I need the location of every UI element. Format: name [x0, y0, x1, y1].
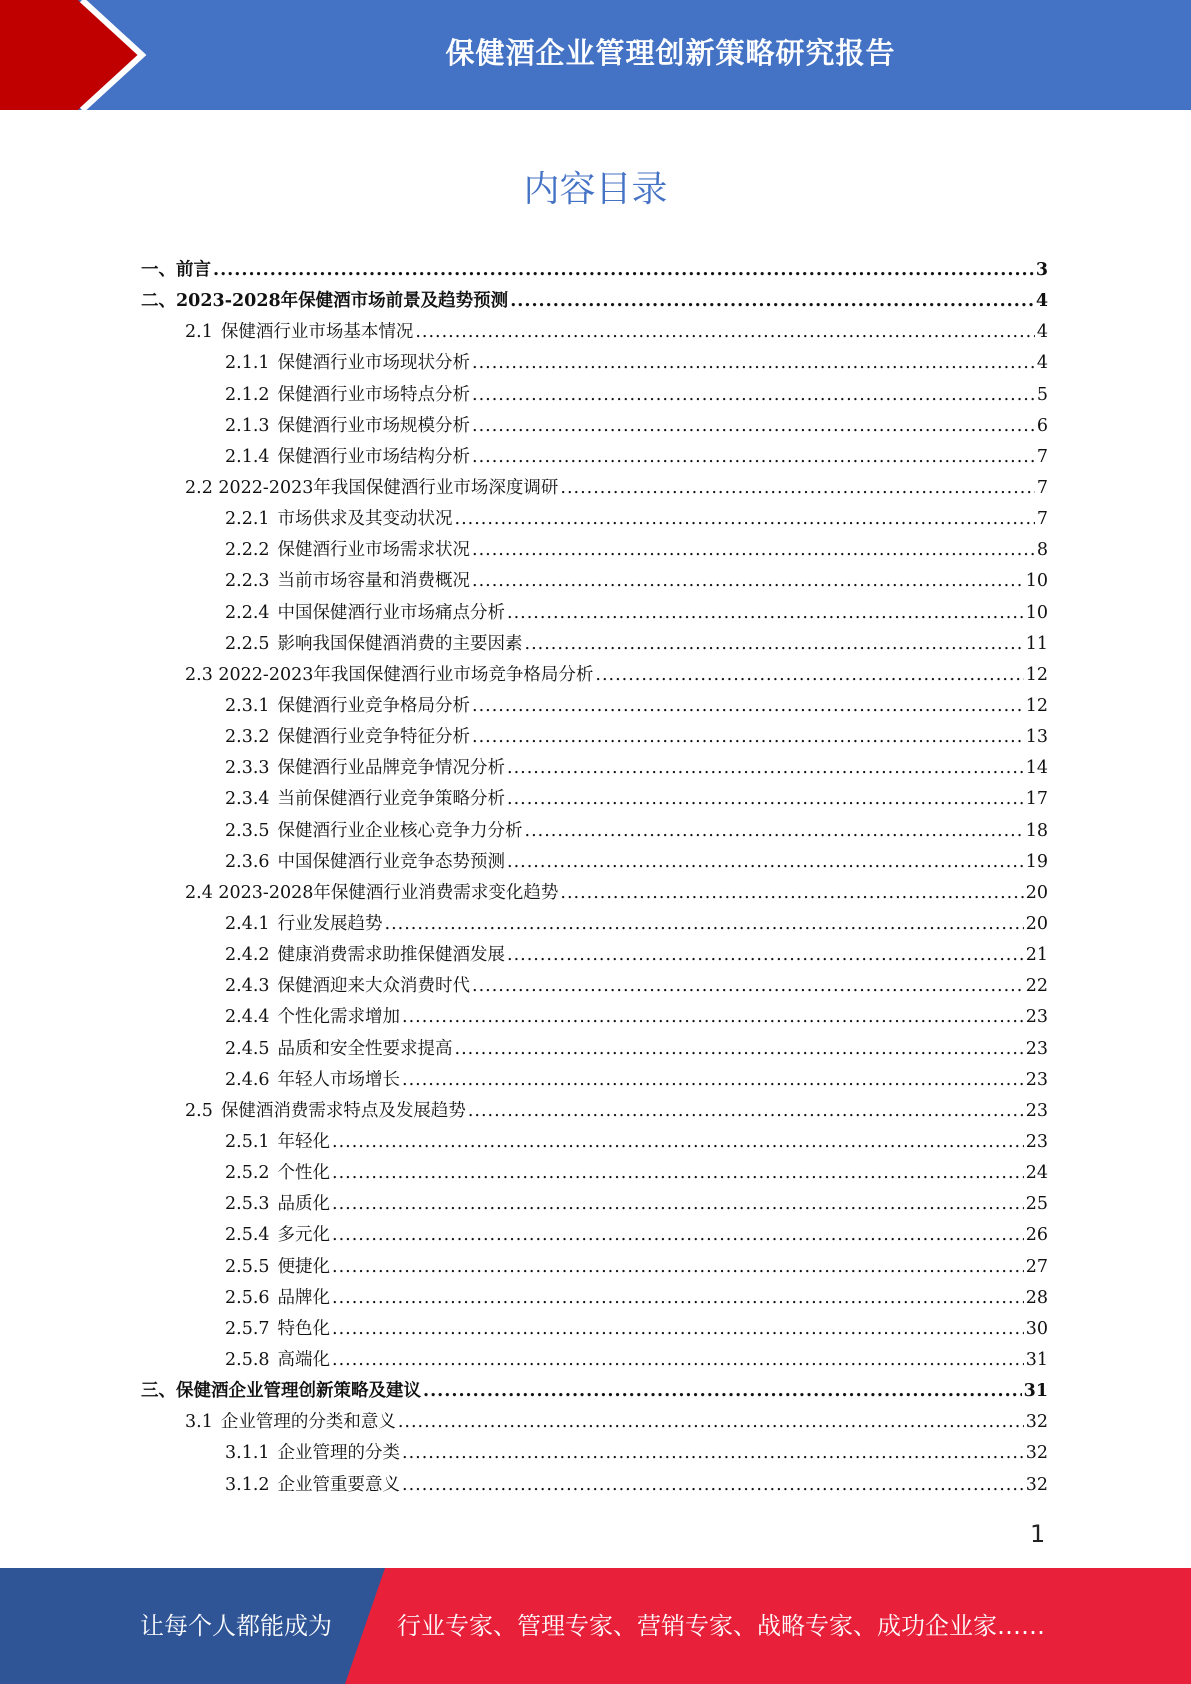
toc-entry-label: 保健酒行业市场特点分析 — [277, 384, 471, 405]
toc-leader-dots — [472, 971, 1024, 1002]
toc-entry-number: 2.2.1 — [225, 509, 270, 530]
toc-entry[interactable] — [141, 442, 1048, 473]
toc-leader-dots — [332, 1220, 1024, 1251]
toc-entry-page: 22 — [1025, 976, 1048, 997]
toc-leader-dots — [455, 1034, 1024, 1065]
toc-entry-number: 2.1.2 — [225, 384, 270, 405]
toc-leader-dots — [398, 1407, 1024, 1438]
toc-entry[interactable] — [141, 971, 1048, 1002]
toc-entry-number: 2.4.4 — [225, 1007, 270, 1028]
toc-entry-label: 品质化 — [277, 1194, 331, 1215]
toc-entry-label: 年轻人市场增长 — [277, 1069, 401, 1090]
toc-entry-label: 中国保健酒行业竞争态势预测 — [277, 851, 506, 872]
toc-entry-label: 保健酒行业品牌竞争情况分析 — [277, 758, 506, 779]
toc-entry-number: 2.1.4 — [225, 446, 270, 467]
toc-leader-dots — [525, 629, 1024, 660]
footer-slogan-right: 行业专家、管理专家、营销专家、战略专家、成功企业家…… — [397, 1612, 1045, 1640]
toc-entry-label: 三、保健酒企业管理创新策略及建议 — [141, 1381, 421, 1402]
toc-entry-page: 7 — [1036, 446, 1048, 467]
page-number: 1 — [1030, 1520, 1046, 1548]
toc-entry-page: 11 — [1025, 633, 1048, 654]
toc-entry-label: 保健酒行业竞争格局分析 — [277, 696, 471, 717]
toc-entry-page: 21 — [1025, 945, 1048, 966]
toc-leader-dots — [472, 566, 1024, 597]
toc-entry-page: 8 — [1036, 540, 1048, 561]
toc-entry[interactable] — [141, 598, 1048, 629]
toc-entry[interactable] — [141, 380, 1048, 411]
toc-leader-dots — [472, 411, 1035, 442]
toc-entry-number: 2.5 — [185, 1100, 213, 1121]
toc-entry-page: 17 — [1025, 789, 1048, 810]
footer-slogan-left: 让每个人都能成为 — [140, 1612, 332, 1640]
toc-entry-number: 2.2.4 — [225, 602, 270, 623]
toc-entry-number: 2.3.1 — [225, 696, 270, 717]
toc-entry-number: 2.5.5 — [225, 1256, 270, 1277]
toc-entry[interactable] — [141, 1283, 1048, 1314]
toc-entry-label: 个性化需求增加 — [277, 1007, 401, 1028]
toc-entry-number: 2.2.2 — [225, 540, 270, 561]
toc-entry[interactable] — [141, 909, 1048, 940]
toc-entry-page: 23 — [1025, 1132, 1048, 1152]
toc-entry-number: 2.3.4 — [225, 789, 270, 810]
page-footer — [0, 1568, 1191, 1684]
toc-entry-page: 28 — [1025, 1287, 1048, 1308]
toc-entry-label: 中国保健酒行业市场痛点分析 — [277, 602, 506, 623]
toc-entry-number: 2.2.5 — [225, 633, 270, 654]
toc-entry-label: 保健酒行业市场需求状况 — [277, 540, 471, 561]
toc-leader-dots — [525, 816, 1024, 847]
toc-entry[interactable] — [141, 1065, 1048, 1096]
toc-leader-dots — [507, 598, 1024, 629]
toc-entry-label: 保健酒行业竞争特征分析 — [277, 727, 471, 748]
toc-leader-dots — [332, 1283, 1024, 1314]
toc-leader-dots — [385, 909, 1024, 940]
toc-entry[interactable] — [141, 1345, 1048, 1376]
toc-entry-page: 3 — [1035, 260, 1048, 281]
toc-entry[interactable] — [141, 1252, 1048, 1283]
toc-entry-page: 27 — [1025, 1256, 1048, 1277]
toc-entry[interactable] — [141, 317, 1048, 348]
toc-entry-number: 2.3.5 — [225, 820, 270, 841]
toc-entry[interactable] — [141, 722, 1048, 753]
toc-leader-dots — [332, 1252, 1024, 1283]
toc-entry-page: 24 — [1025, 1163, 1048, 1184]
toc-leader-dots — [423, 1376, 1022, 1407]
toc-entry[interactable] — [141, 566, 1048, 597]
toc-entry-number: 2.5.1 — [225, 1132, 270, 1152]
toc-entry[interactable] — [141, 1469, 1048, 1500]
toc-entry[interactable] — [141, 473, 1048, 504]
toc-entry-page: 10 — [1025, 571, 1048, 592]
toc-entry-label: 保健酒迎来大众消费时代 — [277, 976, 471, 997]
toc-entry[interactable] — [141, 348, 1048, 379]
toc-entry-label: 保健酒行业市场结构分析 — [277, 446, 471, 467]
toc-entry-page: 7 — [1036, 478, 1048, 499]
toc-entry-number: 2.5.8 — [225, 1349, 270, 1370]
toc-leader-dots — [402, 1470, 1024, 1501]
toc-entry[interactable] — [141, 691, 1048, 722]
toc-entry-number: 3.1 — [185, 1412, 213, 1433]
toc-leader-dots — [507, 940, 1024, 971]
toc-entry-label: 品质和安全性要求提高 — [277, 1038, 453, 1059]
toc-entry-page: 23 — [1025, 1069, 1048, 1090]
toc-entry-label: 当前保健酒行业竞争策略分析 — [277, 789, 506, 810]
toc-entry-number: 2.4.6 — [225, 1069, 270, 1090]
toc-entry-page: 32 — [1025, 1412, 1048, 1433]
toc-entry-label: 企业管重要意义 — [277, 1474, 401, 1495]
toc-entry-label: 行业发展趋势 — [277, 914, 383, 935]
toc-entry[interactable] — [141, 847, 1048, 878]
toc-entry-number: 2.4.1 — [225, 914, 270, 935]
toc-entry-number: 2.5.7 — [225, 1318, 270, 1339]
toc-entry-page: 31 — [1023, 1381, 1048, 1402]
toc-leader-dots — [402, 1065, 1024, 1096]
toc-entry-page: 10 — [1025, 602, 1048, 623]
toc-entry-label: 特色化 — [277, 1318, 331, 1339]
toc-entry-label: 便捷化 — [277, 1256, 331, 1277]
toc-entry[interactable] — [141, 1376, 1048, 1407]
toc-entry-label: 当前市场容量和消费概况 — [277, 571, 471, 592]
toc-leader-dots — [402, 1002, 1024, 1033]
toc-entry-label: 年轻化 — [277, 1132, 331, 1152]
toc-entry-page: 30 — [1025, 1318, 1048, 1339]
toc-entry[interactable] — [141, 504, 1048, 535]
toc-entry-number: 2.1 — [185, 322, 213, 343]
toc-entry-page: 4 — [1036, 322, 1048, 343]
toc-entry-label: 2.3 2022-2023年我国保健酒行业市场竞争格局分析 — [185, 664, 594, 685]
toc-entry-page: 13 — [1025, 727, 1048, 748]
toc-leader-dots — [472, 535, 1035, 566]
toc-leader-dots — [332, 1189, 1024, 1220]
toc-leader-dots — [472, 442, 1035, 473]
toc-entry-page: 23 — [1025, 1038, 1048, 1059]
toc-entry-page: 32 — [1025, 1443, 1048, 1464]
toc-entry-label: 品牌化 — [277, 1287, 331, 1308]
toc-heading: 内容目录 — [523, 169, 668, 210]
toc-entry[interactable] — [141, 816, 1048, 847]
toc-entry[interactable] — [141, 1407, 1048, 1438]
toc-entry-number: 2.4.2 — [225, 945, 270, 966]
toc-entry[interactable] — [141, 940, 1048, 971]
toc-entry-page: 31 — [1025, 1349, 1048, 1370]
toc-entry-number: 2.3.2 — [225, 727, 270, 748]
toc-leader-dots — [507, 753, 1024, 784]
toc-entry[interactable] — [141, 1158, 1048, 1189]
toc-entry-label: 市场供求及其变动状况 — [277, 509, 453, 530]
toc-entry-label: 保健酒行业企业核心竞争力分析 — [277, 820, 523, 841]
toc-entry-page: 25 — [1025, 1194, 1048, 1215]
toc-leader-dots — [472, 348, 1035, 379]
toc-entry[interactable] — [141, 1002, 1048, 1033]
toc-entry-page: 7 — [1036, 509, 1048, 530]
toc-entry-label: 企业管理的分类 — [277, 1443, 401, 1464]
toc-entry-label: 影响我国保健酒消费的主要因素 — [277, 633, 523, 654]
toc-entry-page: 32 — [1025, 1474, 1048, 1495]
toc-leader-dots — [415, 317, 1035, 348]
toc-leader-dots — [332, 1314, 1024, 1345]
toc-entry[interactable] — [141, 753, 1048, 784]
toc-entry-label: 一、前言 — [141, 260, 211, 281]
toc-entry[interactable] — [141, 286, 1048, 317]
toc-leader-dots — [332, 1345, 1024, 1376]
toc-entry-page: 20 — [1025, 882, 1048, 903]
toc-leader-dots — [472, 722, 1024, 753]
toc-entry[interactable] — [141, 1438, 1048, 1469]
toc-entry-page: 12 — [1025, 664, 1048, 685]
toc-entry[interactable] — [141, 255, 1048, 286]
toc-entry-number: 2.5.6 — [225, 1287, 270, 1308]
toc-entry-label: 保健酒消费需求特点及发展趋势 — [220, 1100, 466, 1121]
table-of-contents — [141, 255, 1048, 1501]
toc-entry-label: 2.4 2023-2028年保健酒行业消费需求变化趋势 — [185, 882, 559, 903]
toc-leader-dots — [472, 380, 1035, 411]
toc-entry-label: 多元化 — [277, 1225, 331, 1246]
toc-leader-dots — [510, 286, 1034, 317]
toc-entry-page: 4 — [1036, 353, 1048, 374]
toc-entry[interactable] — [141, 411, 1048, 442]
page-header — [0, 0, 1191, 110]
toc-entry[interactable] — [141, 660, 1048, 691]
toc-leader-dots — [332, 1127, 1024, 1158]
toc-entry-label: 高端化 — [277, 1349, 331, 1370]
toc-leader-dots — [332, 1158, 1024, 1189]
toc-entry-page: 5 — [1036, 384, 1048, 405]
toc-entry-page: 26 — [1025, 1225, 1048, 1246]
toc-entry-number: 2.5.3 — [225, 1194, 270, 1215]
toc-entry-label: 二、2023-2028年保健酒市场前景及趋势预测 — [141, 291, 509, 312]
toc-entry-number: 2.1.3 — [225, 415, 270, 436]
toc-entry-label: 保健酒行业市场基本情况 — [220, 322, 414, 343]
toc-entry-page: 23 — [1025, 1100, 1048, 1121]
toc-entry-page: 4 — [1035, 291, 1048, 312]
toc-entry-label: 保健酒行业市场现状分析 — [277, 353, 471, 374]
toc-entry[interactable] — [141, 629, 1048, 660]
toc-entry-number: 2.2.3 — [225, 571, 270, 592]
toc-entry-label: 企业管理的分类和意义 — [220, 1412, 396, 1433]
toc-entry[interactable] — [141, 1096, 1048, 1127]
toc-entry-number: 3.1.2 — [225, 1474, 270, 1495]
toc-leader-dots — [507, 847, 1024, 878]
toc-entry-page: 18 — [1025, 820, 1048, 841]
toc-entry-label: 健康消费需求助推保健酒发展 — [277, 945, 506, 966]
toc-entry-number: 2.4.5 — [225, 1038, 270, 1059]
toc-entry-page: 19 — [1025, 851, 1048, 872]
toc-entry-page: 14 — [1025, 758, 1048, 779]
toc-entry[interactable] — [141, 1127, 1048, 1158]
toc-leader-dots — [560, 473, 1034, 504]
toc-entry[interactable] — [141, 1189, 1048, 1220]
toc-leader-dots — [595, 660, 1023, 691]
toc-entry[interactable] — [141, 784, 1048, 815]
toc-entry-number: 2.5.2 — [225, 1163, 270, 1184]
toc-entry-page: 23 — [1025, 1007, 1048, 1028]
toc-entry[interactable] — [141, 1220, 1048, 1251]
report-title: 保健酒企业管理创新策略研究报告 — [445, 35, 896, 70]
toc-entry[interactable] — [141, 1314, 1048, 1345]
toc-leader-dots — [455, 504, 1035, 535]
toc-entry-label: 个性化 — [277, 1163, 331, 1184]
toc-entry-number: 2.3.3 — [225, 758, 270, 779]
toc-leader-dots — [560, 878, 1023, 909]
toc-entry-page: 6 — [1036, 415, 1048, 436]
toc-entry-number: 2.5.4 — [225, 1225, 270, 1246]
toc-entry-number: 2.1.1 — [225, 353, 270, 374]
toc-leader-dots — [213, 255, 1034, 286]
toc-entry-number: 2.3.6 — [225, 851, 270, 872]
toc-leader-dots — [472, 691, 1024, 722]
toc-entry[interactable] — [141, 535, 1048, 566]
toc-entry[interactable] — [141, 1034, 1048, 1065]
toc-leader-dots — [507, 784, 1024, 815]
toc-entry-label: 2.2 2022-2023年我国保健酒行业市场深度调研 — [185, 478, 559, 499]
toc-leader-dots — [402, 1438, 1024, 1469]
toc-entry[interactable] — [141, 878, 1048, 909]
toc-entry-number: 3.1.1 — [225, 1443, 270, 1464]
toc-entry-page: 12 — [1025, 696, 1048, 717]
toc-entry-number: 2.4.3 — [225, 976, 270, 997]
toc-entry-label: 保健酒行业市场规模分析 — [277, 415, 471, 436]
header-arrow-decoration — [0, 0, 160, 110]
toc-entry-page: 20 — [1025, 914, 1048, 935]
toc-leader-dots — [468, 1096, 1024, 1127]
